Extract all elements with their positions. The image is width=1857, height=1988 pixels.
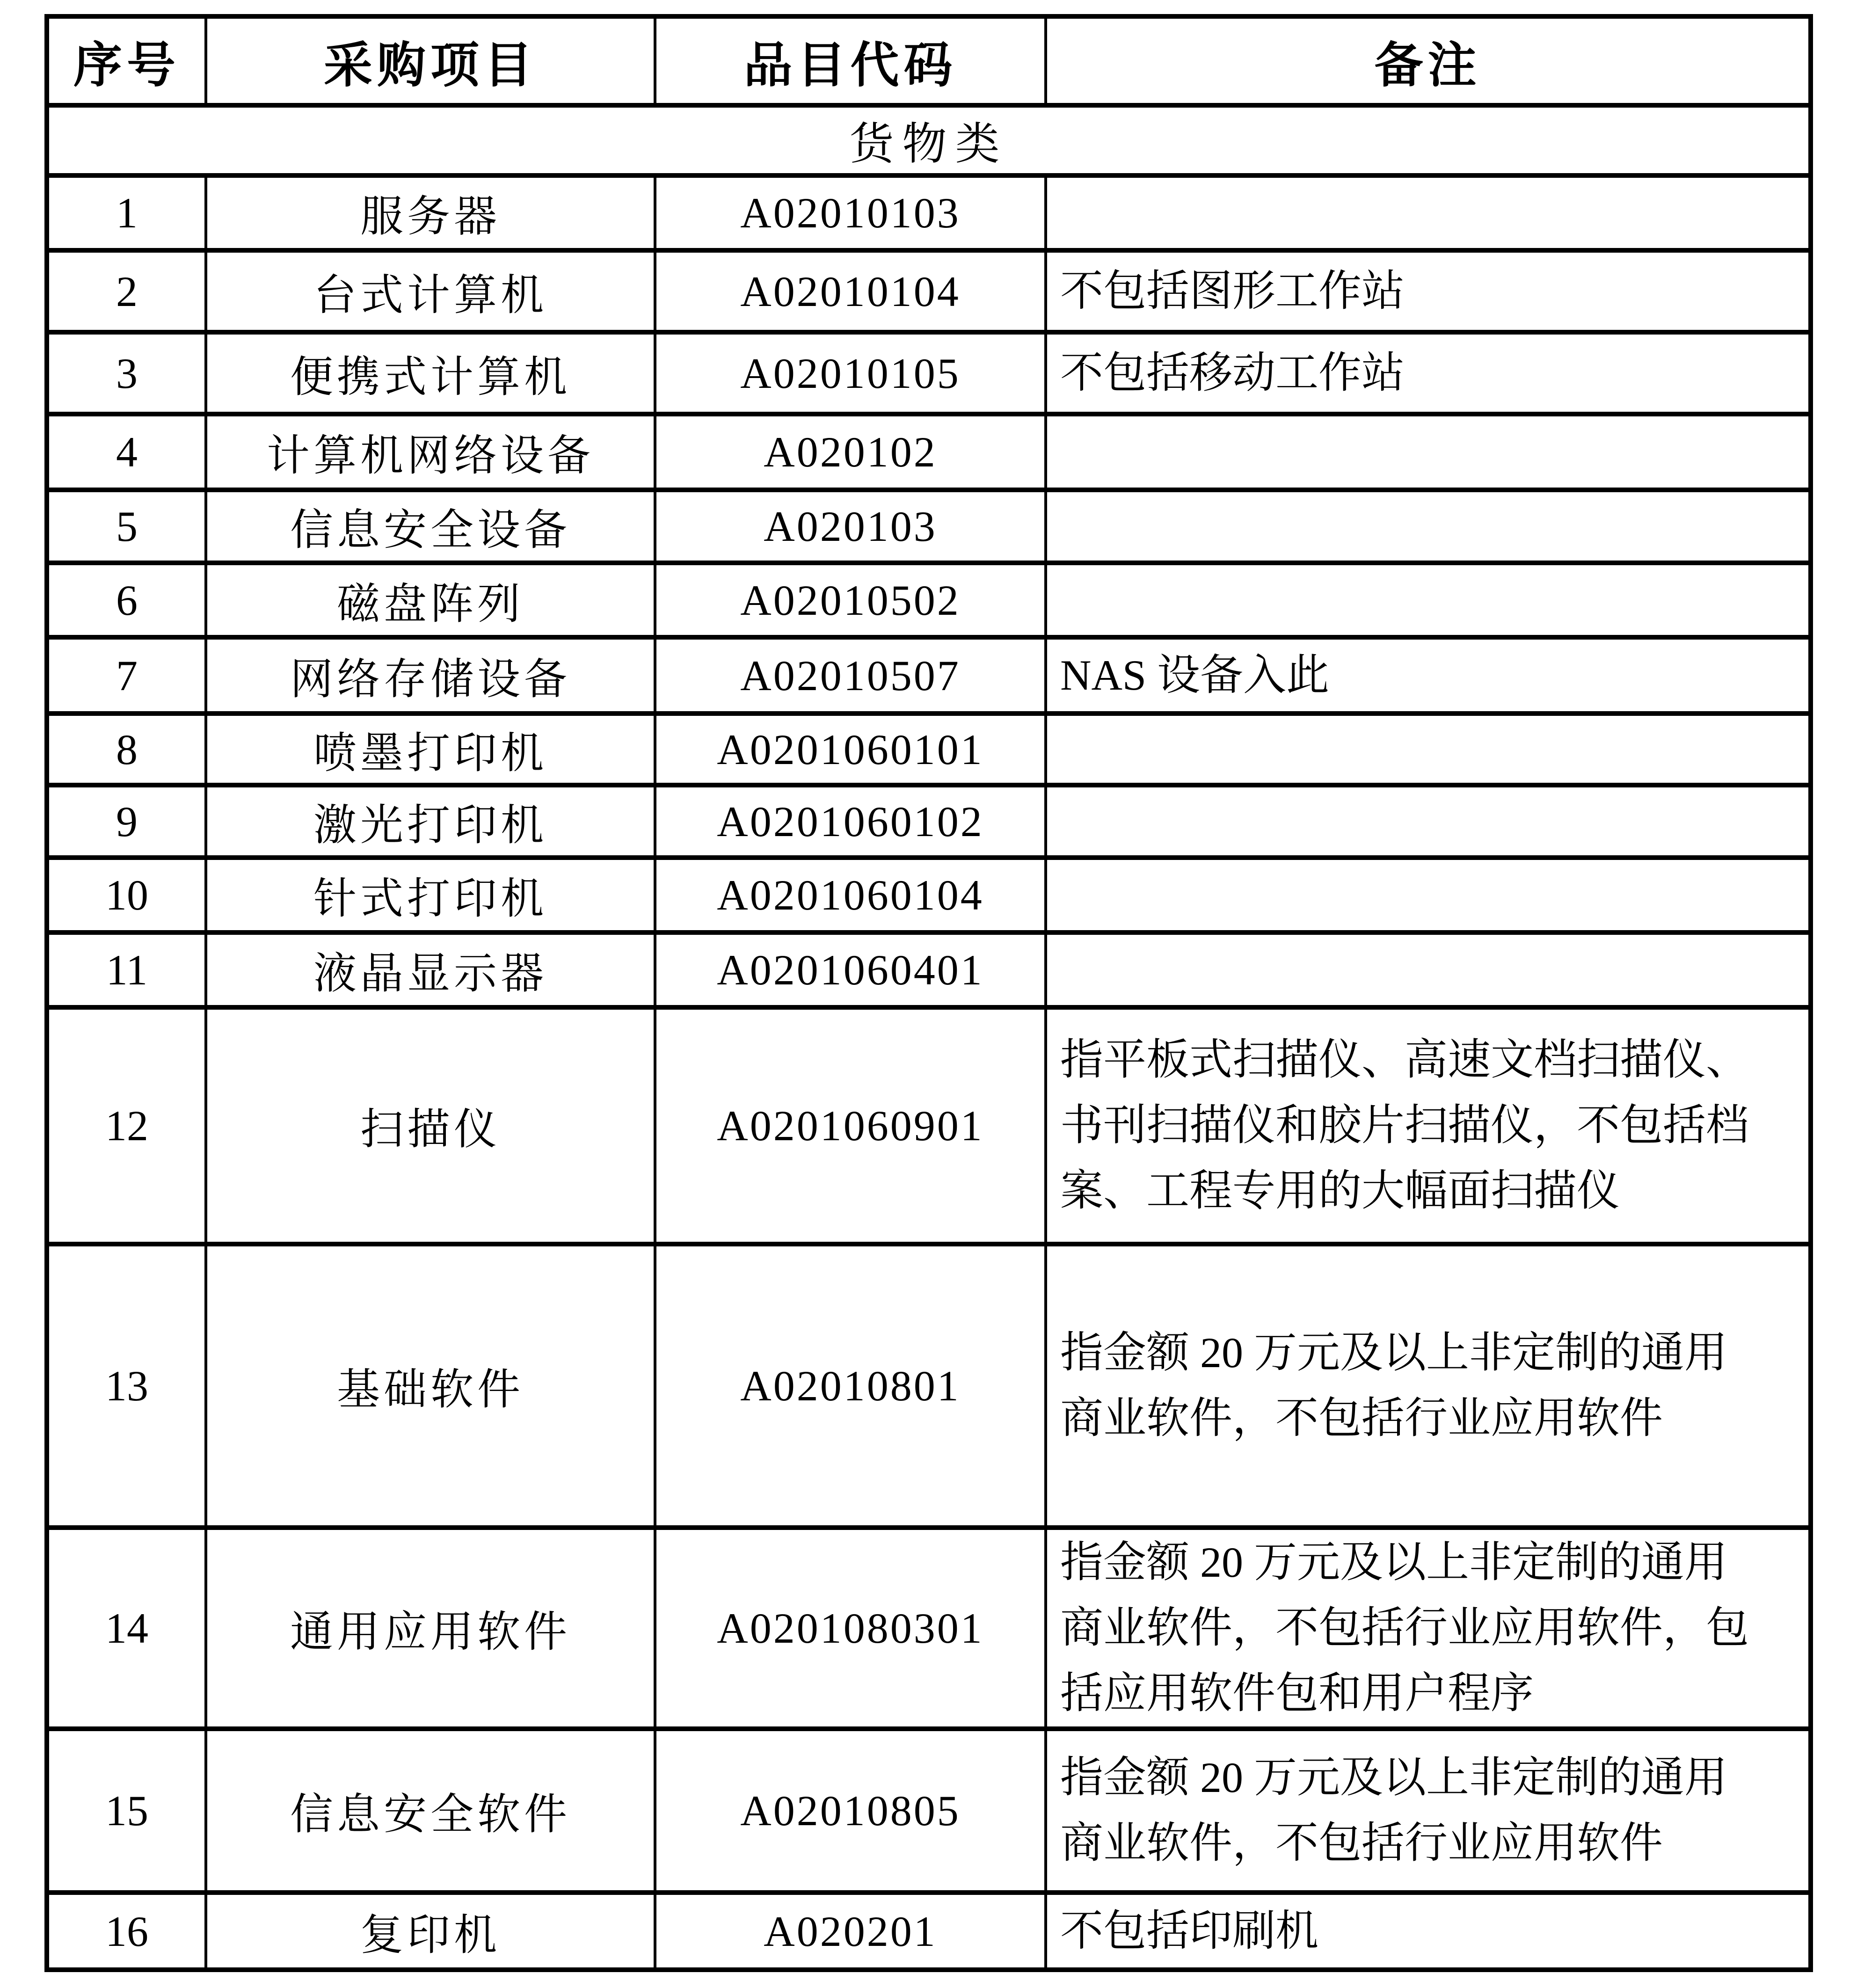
cell-remark xyxy=(1046,858,1811,932)
cell-code: A020102 xyxy=(655,414,1046,490)
column-header-item: 采购项目 xyxy=(206,16,655,105)
table-row xyxy=(47,1729,1811,1893)
header-row xyxy=(47,16,1811,105)
cell-code: A02010103 xyxy=(655,175,1046,250)
cell-item: 服务器 xyxy=(206,175,655,250)
cell-remark xyxy=(1046,785,1811,858)
cell-item: 基础软件 xyxy=(206,1244,655,1528)
cell-no: 6 xyxy=(47,563,206,637)
cell-remark: 指金额 20 万元及以上非定制的通用商业软件，不包括行业应用软件 xyxy=(1046,1729,1811,1893)
cell-no: 14 xyxy=(47,1528,206,1729)
table-row xyxy=(47,1007,1811,1244)
column-header-no: 序号 xyxy=(47,16,206,105)
cell-remark xyxy=(1046,490,1811,563)
cell-code: A02010105 xyxy=(655,332,1046,414)
cell-code: A02010805 xyxy=(655,1729,1046,1893)
cell-item: 激光打印机 xyxy=(206,785,655,858)
cell-code: A0201060101 xyxy=(655,714,1046,785)
column-header-remark: 备注 xyxy=(1046,16,1811,105)
cell-item: 扫描仪 xyxy=(206,1007,655,1244)
column-header-code: 品目代码 xyxy=(655,16,1046,105)
table-row xyxy=(47,858,1811,932)
cell-no: 2 xyxy=(47,250,206,332)
table-row xyxy=(47,1893,1811,1970)
table-row xyxy=(47,932,1811,1007)
cell-item: 便携式计算机 xyxy=(206,332,655,414)
table-row xyxy=(47,785,1811,858)
cell-remark: 指金额 20 万元及以上非定制的通用商业软件，不包括行业应用软件 xyxy=(1046,1244,1811,1528)
cell-no: 12 xyxy=(47,1007,206,1244)
cell-item: 复印机 xyxy=(206,1893,655,1970)
table-row xyxy=(47,1244,1811,1528)
cell-item: 计算机网络设备 xyxy=(206,414,655,490)
cell-no: 16 xyxy=(47,1893,206,1970)
cell-code: A0201060901 xyxy=(655,1007,1046,1244)
cell-code: A0201060401 xyxy=(655,932,1046,1007)
cell-no: 3 xyxy=(47,332,206,414)
cell-remark: 不包括图形工作站 xyxy=(1046,250,1811,332)
cell-remark: 不包括移动工作站 xyxy=(1046,332,1811,414)
table-row xyxy=(47,250,1811,332)
cell-item: 信息安全软件 xyxy=(206,1729,655,1893)
cell-item: 台式计算机 xyxy=(206,250,655,332)
table-row xyxy=(47,563,1811,637)
cell-item: 磁盘阵列 xyxy=(206,563,655,637)
cell-code: A02010502 xyxy=(655,563,1046,637)
cell-remark: 指平板式扫描仪、高速文档扫描仪、书刊扫描仪和胶片扫描仪，不包括档案、工程专用的大幅面扫描仪 xyxy=(1046,1007,1811,1244)
cell-remark xyxy=(1046,563,1811,637)
cell-remark xyxy=(1046,932,1811,1007)
table-row xyxy=(47,714,1811,785)
cell-item: 喷墨打印机 xyxy=(206,714,655,785)
cell-no: 13 xyxy=(47,1244,206,1528)
cell-no: 9 xyxy=(47,785,206,858)
cell-code: A020201 xyxy=(655,1893,1046,1970)
cell-no: 5 xyxy=(47,490,206,563)
cell-no: 15 xyxy=(47,1729,206,1893)
cell-item: 信息安全设备 xyxy=(206,490,655,563)
table-row xyxy=(47,332,1811,414)
cell-remark: NAS 设备入此 xyxy=(1046,637,1811,714)
cell-remark xyxy=(1046,714,1811,785)
procurement-table xyxy=(44,14,1813,1972)
cell-code: A020103 xyxy=(655,490,1046,563)
table-row xyxy=(47,1528,1811,1729)
table-row xyxy=(47,637,1811,714)
cell-no: 7 xyxy=(47,637,206,714)
cell-item: 针式打印机 xyxy=(206,858,655,932)
cell-item: 网络存储设备 xyxy=(206,637,655,714)
cell-no: 11 xyxy=(47,932,206,1007)
cell-remark: 不包括印刷机 xyxy=(1046,1893,1811,1970)
cell-code: A02010801 xyxy=(655,1244,1046,1528)
cell-code: A0201080301 xyxy=(655,1528,1046,1729)
section-row xyxy=(47,105,1811,175)
cell-code: A02010507 xyxy=(655,637,1046,714)
cell-remark xyxy=(1046,414,1811,490)
table-row xyxy=(47,490,1811,563)
cell-no: 4 xyxy=(47,414,206,490)
cell-code: A0201060102 xyxy=(655,785,1046,858)
table-row xyxy=(47,175,1811,250)
cell-no: 8 xyxy=(47,714,206,785)
table-row xyxy=(47,414,1811,490)
cell-no: 10 xyxy=(47,858,206,932)
section-label: 货物类 xyxy=(47,105,1811,175)
cell-item: 液晶显示器 xyxy=(206,932,655,1007)
cell-remark: 指金额 20 万元及以上非定制的通用商业软件，不包括行业应用软件，包括应用软件包和用户程序 xyxy=(1046,1528,1811,1729)
cell-remark xyxy=(1046,175,1811,250)
cell-code: A0201060104 xyxy=(655,858,1046,932)
cell-item: 通用应用软件 xyxy=(206,1528,655,1729)
cell-code: A02010104 xyxy=(655,250,1046,332)
cell-no: 1 xyxy=(47,175,206,250)
